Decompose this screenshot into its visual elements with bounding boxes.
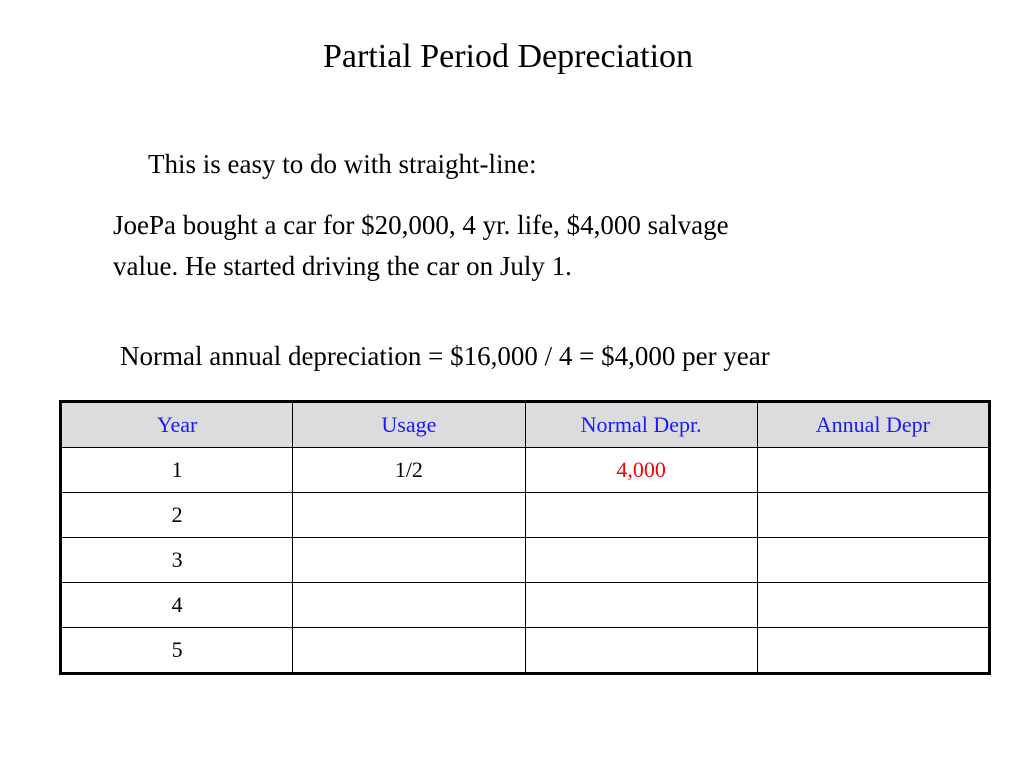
cell-year: 4 — [61, 583, 293, 628]
cell-annual-depr — [757, 538, 989, 583]
table-header-row — [61, 402, 990, 448]
cell-annual-depr — [757, 448, 989, 493]
cell-normal-depr: 4,000 — [525, 448, 757, 493]
cell-usage — [293, 493, 525, 538]
table-row — [61, 538, 990, 583]
cell-usage — [293, 628, 525, 674]
cell-year: 1 — [61, 448, 293, 493]
problem-line-2: value. He started driving the car on July 1. — [113, 251, 572, 281]
cell-annual-depr — [757, 493, 989, 538]
depreciation-table — [59, 400, 991, 675]
problem-line-1: JoePa bought a car for $20,000, 4 yr. life, $4,000 salvage — [113, 210, 729, 240]
cell-year: 2 — [61, 493, 293, 538]
table-row — [61, 493, 990, 538]
cell-usage: 1/2 — [293, 448, 525, 493]
table-row — [61, 628, 990, 674]
cell-normal-depr — [525, 493, 757, 538]
cell-usage — [293, 538, 525, 583]
problem-statement — [113, 205, 913, 287]
slide-title: Partial Period Depreciation — [322, 38, 694, 75]
header-year: Year — [61, 402, 293, 448]
depreciation-formula: Normal annual depreciation = $16,000 / 4 = $4,000 per year — [120, 341, 770, 371]
cell-normal-depr — [525, 628, 757, 674]
cell-year: 3 — [61, 538, 293, 583]
header-usage: Usage — [293, 402, 525, 448]
header-normal-depr: Normal Depr. — [525, 402, 757, 448]
table-row — [61, 583, 990, 628]
cell-usage — [293, 583, 525, 628]
cell-normal-depr — [525, 538, 757, 583]
cell-year: 5 — [61, 628, 293, 674]
table-row — [61, 448, 990, 493]
cell-normal-depr — [525, 583, 757, 628]
depreciation-table-container — [59, 400, 991, 675]
header-annual-depr: Annual Depr — [757, 402, 989, 448]
intro-text: This is easy to do with straight-line: — [148, 149, 537, 179]
cell-annual-depr — [757, 628, 989, 674]
cell-annual-depr — [757, 583, 989, 628]
